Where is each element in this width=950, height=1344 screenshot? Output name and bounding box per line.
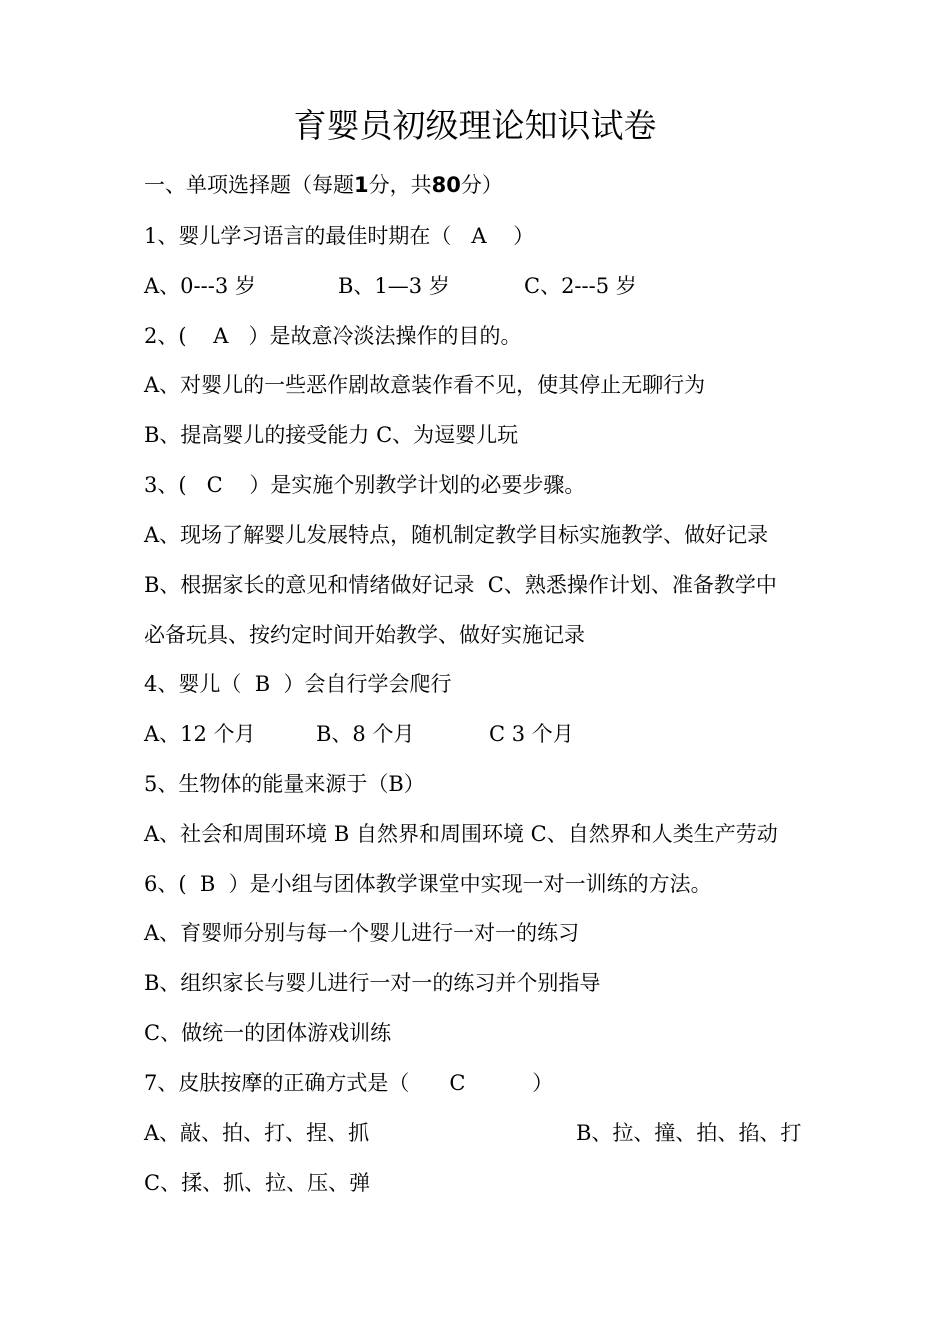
page-title: 育婴员初级理论知识试卷 — [293, 106, 657, 145]
question-5-stem: 5、生物体的能量来源于（B） — [144, 772, 425, 796]
question-1-option-c: C、2---5 岁 — [524, 274, 637, 298]
question-4-option-a: A、12 个月 — [144, 722, 256, 746]
question-3-stem: 3、( C ）是实施个别教学计划的必要步骤。 — [144, 473, 586, 497]
question-7-stem: 7、皮肤按摩的正确方式是（ C ） — [144, 1071, 554, 1095]
question-5-option-line: A、社会和周围环境 B 自然界和周围环境 C、自然界和人类生产劳动 — [144, 822, 778, 846]
question-6-option-line: C、做统一的团体游戏训练 — [144, 1021, 392, 1045]
question-2-option-line: A、对婴儿的一些恶作剧故意装作看不见，使其停止无聊行为 — [144, 373, 706, 397]
question-3-option-line: B、根据家长的意见和情绪做好记录 C、熟悉操作计划、准备教学中 — [144, 573, 777, 597]
question-1-option-a: A、0---3 岁 — [144, 274, 256, 298]
question-6-option-line: A、育婴师分别与每一个婴儿进行一对一的练习 — [144, 921, 580, 945]
question-7-option-b: B、拉、撞、拍、掐、打 — [576, 1121, 802, 1145]
question-6-option-line: B、组织家长与婴儿进行一对一的练习并个别指导 — [144, 971, 601, 995]
question-2-option-line: B、提高婴儿的接受能力 C、为逗婴儿玩 — [144, 423, 519, 447]
question-4-stem: 4、婴儿（ B ）会自行学会爬行 — [144, 672, 452, 696]
question-1-stem: 1、婴儿学习语言的最佳时期在（ A ） — [144, 224, 535, 248]
question-4-option-b: B、8 个月 — [316, 722, 415, 746]
question-3-option-line: 必备玩具、按约定时间开始教学、做好实施记录 — [144, 623, 585, 647]
question-7-option-line: C、揉、抓、拉、压、弹 — [144, 1171, 371, 1195]
question-3-option-line: A、现场了解婴儿发展特点，随机制定教学目标实施教学、做好记录 — [144, 523, 769, 547]
question-6-stem: 6、( B ）是小组与团体教学课堂中实现一对一训练的方法。 — [144, 872, 712, 896]
question-4-option-c: C 3 个月 — [489, 722, 574, 746]
section-heading: 一、单项选择题（每题1分，共80分） — [144, 173, 503, 197]
question-7-option-a: A、敲、拍、打、捏、抓 — [144, 1121, 370, 1145]
question-2-stem: 2、( A ）是故意冷淡法操作的目的。 — [144, 324, 522, 348]
question-1-option-b: B、1—3 岁 — [338, 274, 450, 298]
